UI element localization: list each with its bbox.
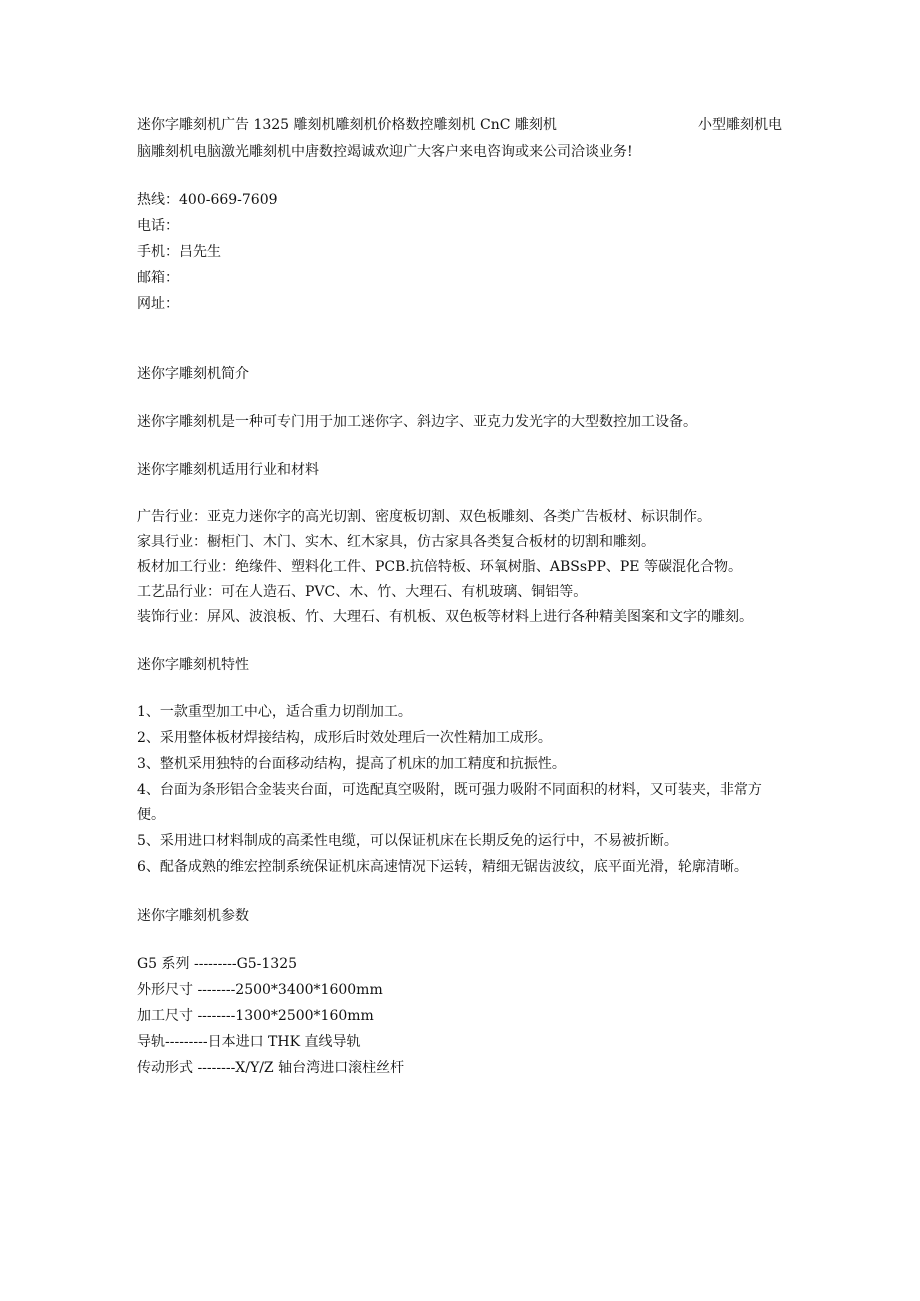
feature-item: 6、配备成熟的维宏控制系统保证机床高速情况下运转，精细无锯齿波纹，底平面光滑，轮廓清晰。 [137, 859, 748, 875]
intro-paragraph: 迷你字雕刻机是一种可专门用于加工迷你字、斜边字、亚克力发光字的大型数控加工设备。 [137, 414, 697, 430]
contact-website: 网址： [137, 296, 179, 312]
param-item: 外形尺寸 --------2500*3400*1600mm [137, 982, 383, 998]
contact-mobile: 手机：吕先生 [137, 244, 221, 260]
industry-item: 工艺品行业：可在人造石、PVC、木、竹、大理石、有机玻璃、铜铝等。 [137, 584, 588, 600]
param-item: G5 系列 ---------G5-1325 [137, 956, 298, 972]
feature-item: 4、台面为条形铝合金装夹台面，可选配真空吸附，既可强力吸附不同面积的材料，又可装夹，非常方便。 [137, 782, 762, 823]
contact-email: 邮箱： [137, 270, 179, 286]
params-list [137, 951, 782, 1081]
intro-line-1 [137, 112, 782, 139]
section-title-industries: 迷你字雕刻机适用行业和材料 [137, 462, 319, 478]
industry-item: 板材加工行业：绝缘件、塑料化工件、PCB.抗倍特板、环氧树脂、ABSsPP、PE 等碳混化合物。 [137, 559, 742, 575]
document-body [137, 112, 782, 1081]
section-title-intro: 迷你字雕刻机简介 [137, 366, 249, 382]
contact-hotline: 热线：400-669-7609 [137, 192, 278, 208]
param-item: 传动形式 --------X/Y/Z 轴台湾进口滚柱丝杆 [137, 1060, 405, 1076]
industry-item: 装饰行业：屏风、波浪板、竹、大理石、有机板、双色板等材料上进行各种精美图案和文字的雕刻。 [137, 609, 753, 625]
feature-item: 3、整机采用独特的台面移动结构，提高了机床的加工精度和抗振性。 [137, 756, 566, 772]
feature-item: 5、采用进口材料制成的高柔性电缆，可以保证机床在长期反免的运行中，不易被折断。 [137, 833, 678, 849]
intro-line-2: 脑雕刻机电脑激光雕刻机中唐数控竭诚欢迎广大客户来电咨询或来公司洽谈业务! [137, 144, 633, 160]
param-item: 导轨---------日本进口 THK 直线导轨 [137, 1034, 361, 1050]
industry-item: 家具行业：橱柜门、木门、实木、红木家具，仿古家具各类复合板材的切割和雕刻。 [137, 534, 655, 550]
feature-item: 2、采用整体板材焊接结构，成形后时效处理后一次性精加工成形。 [137, 730, 552, 746]
industries-list [137, 505, 782, 630]
contact-phone: 电话： [137, 218, 179, 234]
section-title-features: 迷你字雕刻机特性 [137, 657, 249, 673]
industry-item: 广告行业：亚克力迷你字的高光切割、密度板切割、双色板雕刻、各类广告板材、标识制作。 [137, 509, 711, 525]
contact-block [137, 187, 782, 317]
param-item: 加工尺寸 --------1300*2500*160mm [137, 1008, 374, 1024]
section-title-params: 迷你字雕刻机参数 [137, 908, 249, 924]
intro-line-1-left: 迷你字雕刻机广告 1325 雕刻机雕刻机价格数控雕刻机 CnC 雕刻机 [137, 117, 557, 133]
features-list [137, 700, 782, 880]
intro-line-1-right: 小型雕刻机电 [698, 117, 782, 133]
feature-item: 1、一款重型加工中心，适合重力切削加工。 [137, 704, 412, 720]
